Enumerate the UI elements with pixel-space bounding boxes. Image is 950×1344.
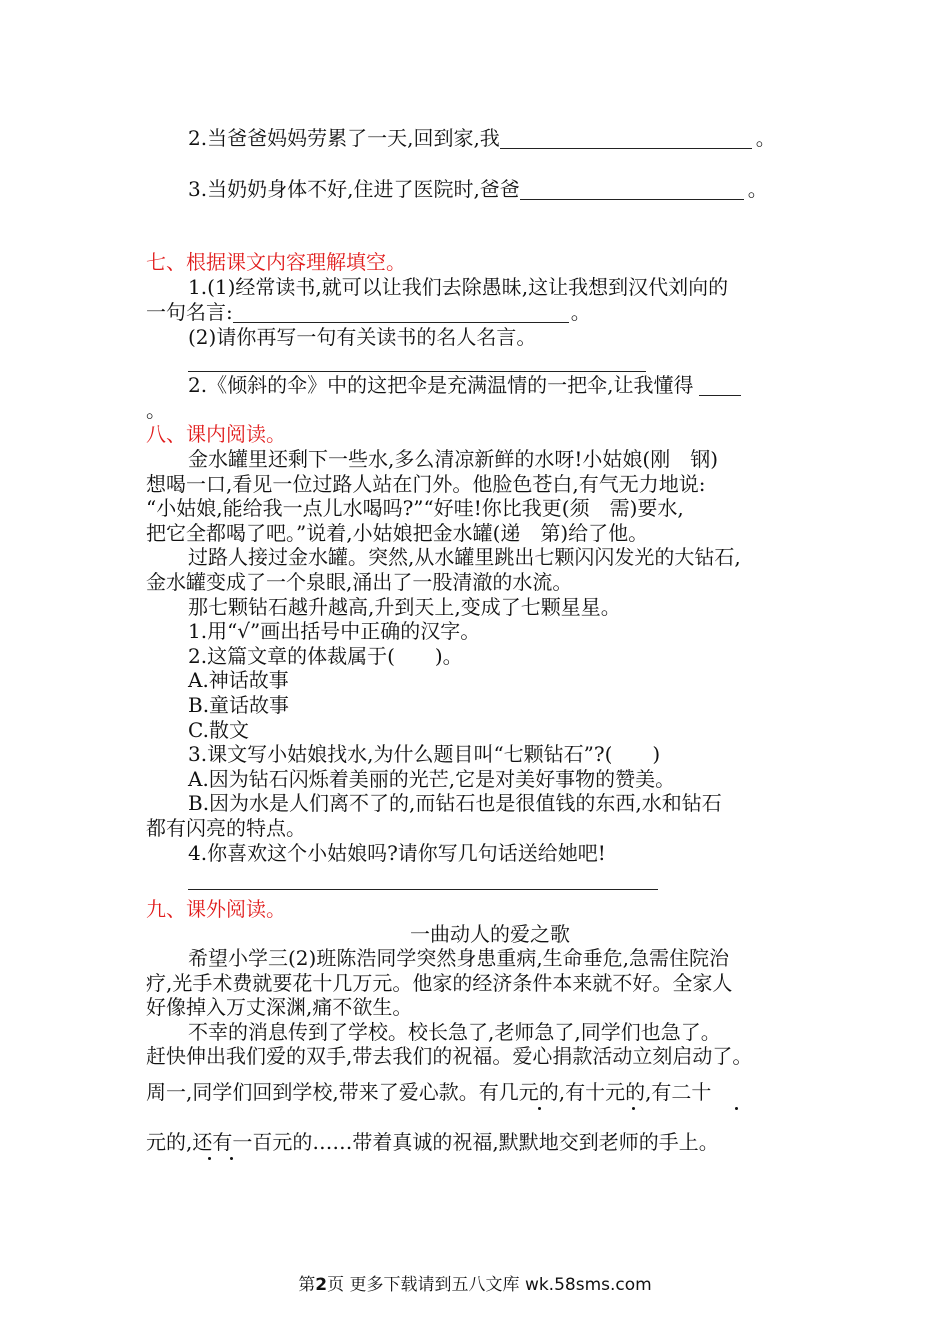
page-footer: 第2页 更多下载请到五八文库 wk.58sms.com <box>298 1275 652 1295</box>
passage-line: 把它全都喝了吧。”说着,小姑娘把金水罐(递 第)给了他。 <box>146 521 649 545</box>
question-line: (2)请你再写一句有关读书的名人名言。 <box>188 325 537 349</box>
option-c[interactable]: C.散文 <box>188 718 249 742</box>
section-heading: 九、课外阅读。 <box>146 897 286 921</box>
passage-line: 想喝一口,看见一位过路人站在门外。他脸色苍白,有气无力地说: <box>146 472 706 496</box>
passage-line: 好像掉入万丈深渊,痛不欲生。 <box>146 995 413 1019</box>
option-b[interactable]: B.因为水是人们离不了的,而钻石也是很值钱的东西,水和钻石 <box>188 791 722 815</box>
emphasis-dot <box>538 1107 541 1110</box>
question-line: 。 <box>146 398 166 422</box>
passage-line: 疗,光手术费就要花十几万元。他家的经济条件本来就不好。全家人 <box>146 971 733 995</box>
answer-blank[interactable] <box>500 128 752 149</box>
passage-line: 不幸的消息传到了学校。校长急了,老师急了,同学们也急了。 <box>188 1020 721 1044</box>
answer-blank[interactable] <box>699 375 741 396</box>
option-b[interactable]: B.童话故事 <box>188 693 290 717</box>
question-line: 3.当奶奶身体不好,住进了医院时,爸爸 。 <box>188 177 768 201</box>
option-b-continued: 都有闪亮的特点。 <box>146 816 306 840</box>
passage-line: 周一,同学们回到学校,带来了爱心款。有几元的,有十元的,有二十 <box>146 1080 712 1104</box>
question-line: 2.《倾斜的伞》中的这把伞是充满温情的一把伞,让我懂得 <box>188 373 741 397</box>
emphasis-dot <box>632 1107 635 1110</box>
section-heading: 八、课内阅读。 <box>146 422 286 446</box>
passage-line: “小姑娘,能给我一点儿水喝吗?”“好哇!你比我更(须 需)要水, <box>146 496 684 520</box>
answer-line[interactable] <box>188 371 646 372</box>
answer-blank[interactable] <box>233 302 569 323</box>
footer-link[interactable]: wk.58sms.com <box>524 1275 652 1295</box>
question-line: 3.课文写小姑娘找水,为什么题目叫“七颗钻石”?( ) <box>188 742 661 766</box>
answer-line[interactable] <box>188 889 658 890</box>
question-line: 一句名言: 。 <box>146 300 591 324</box>
question-line: 1.用“√”画出括号中正确的汉字。 <box>188 619 481 643</box>
question-line: 2.当爸爸妈妈劳累了一天,回到家,我 。 <box>188 126 776 150</box>
page-number: 2 <box>315 1275 328 1295</box>
question-line: 4.你喜欢这个小姑娘吗?请你写几句话送给她吧! <box>188 841 606 865</box>
option-a[interactable]: A.神话故事 <box>188 668 289 692</box>
emphasis-dot <box>735 1107 738 1110</box>
emphasis-dot <box>230 1157 233 1160</box>
passage-line: 赶快伸出我们爱的双手,带去我们的祝福。爱心捐款活动立刻启动了。 <box>146 1044 753 1068</box>
option-a[interactable]: A.因为钻石闪烁着美丽的光芒,它是对美好事物的赞美。 <box>188 767 676 791</box>
article-title: 一曲动人的爱之歌 <box>410 922 570 946</box>
passage-line: 希望小学三(2)班陈浩同学突然身患重病,生命垂危,急需住院治 <box>188 946 730 970</box>
question-line: 2.这篇文章的体裁属于( )。 <box>188 644 463 668</box>
section-heading: 七、根据课文内容理解填空。 <box>146 250 406 274</box>
answer-blank[interactable] <box>520 179 744 200</box>
question-line: 1.(1)经常读书,就可以让我们去除愚昧,这让我想到汉代刘向的 <box>188 275 729 299</box>
passage-line: 金水罐里还剩下一些水,多么清凉新鲜的水呀!小姑娘(刚 钢) <box>188 447 718 471</box>
passage-line: 元的,还有一百元的……带着真诚的祝福,默默地交到老师的手上。 <box>146 1130 719 1154</box>
passage-line: 那七颗钻石越升越高,升到天上,变成了七颗星星。 <box>188 595 621 619</box>
passage-line: 金水罐变成了一个泉眼,涌出了一股清澈的水流。 <box>146 570 573 594</box>
emphasis-dot <box>208 1157 211 1160</box>
passage-line: 过路人接过金水罐。突然,从水罐里跳出七颗闪闪发光的大钻石, <box>188 545 741 569</box>
